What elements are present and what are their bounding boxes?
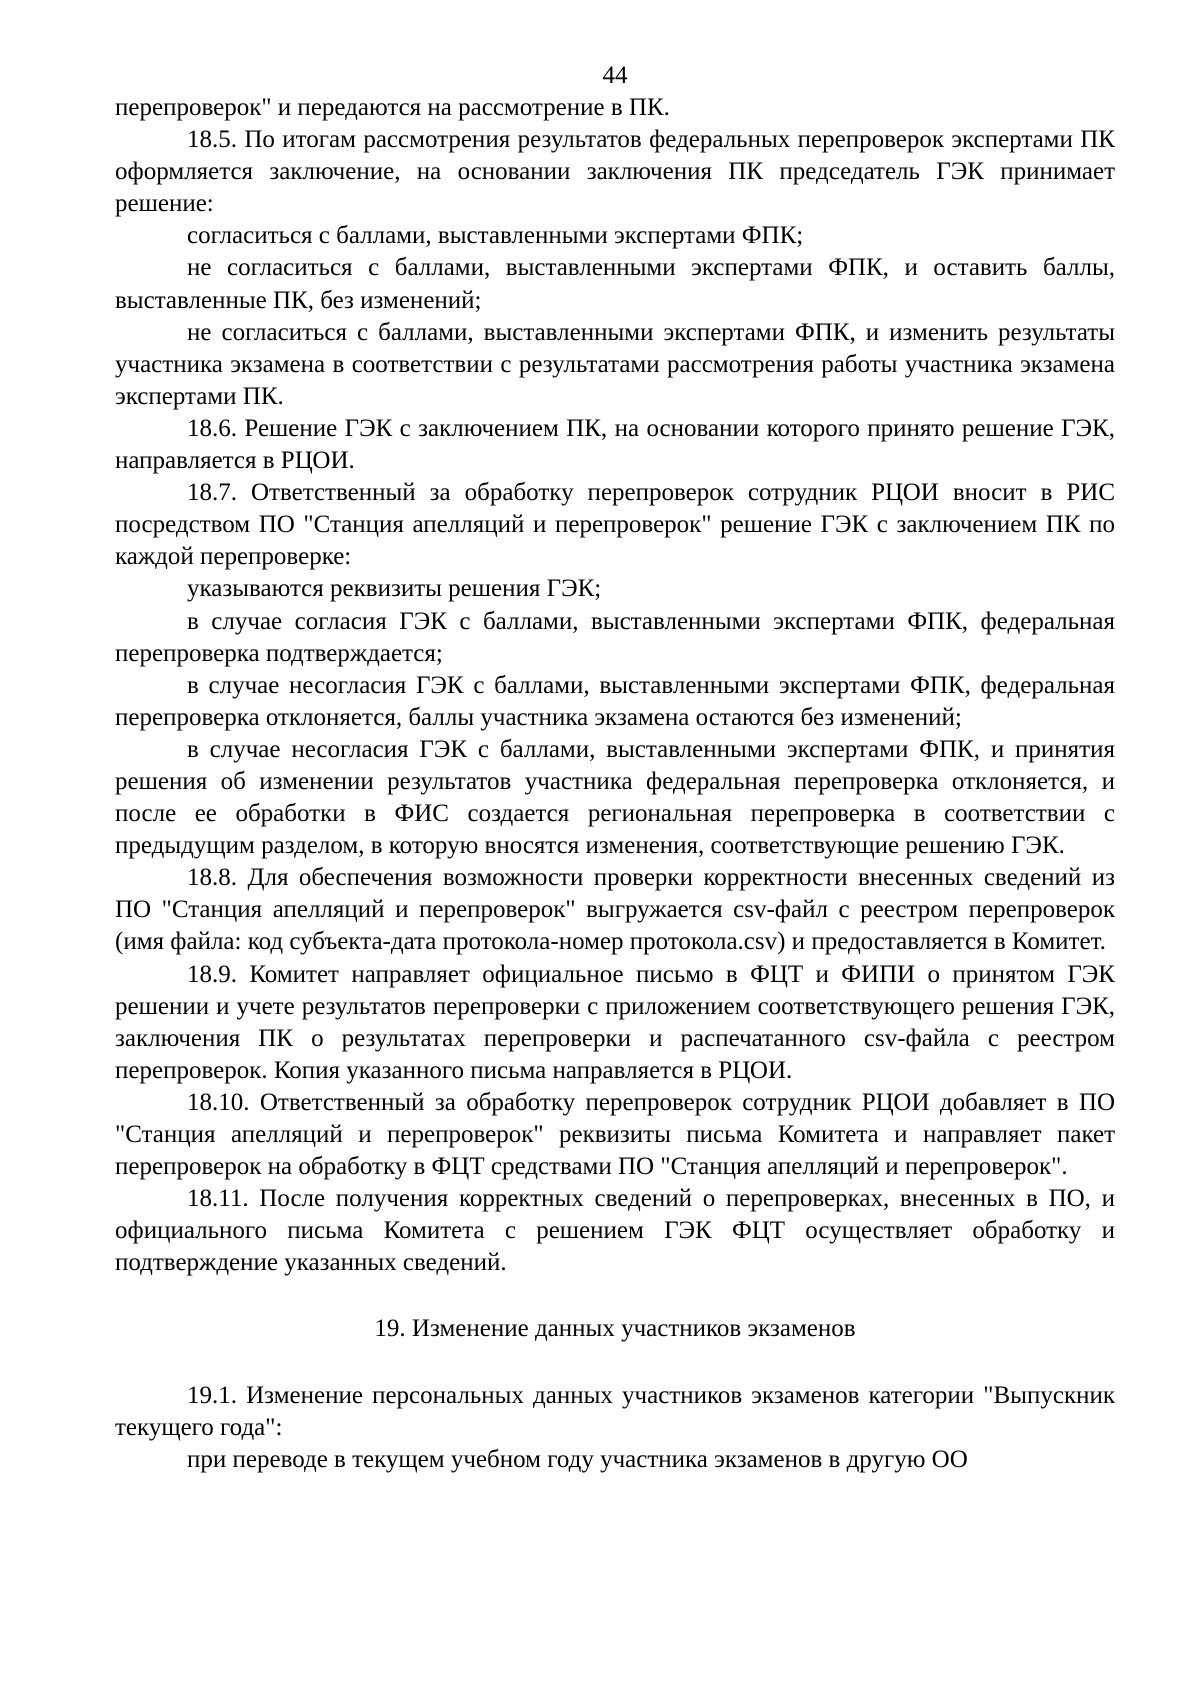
paragraph: указываются реквизиты решения ГЭК; [187,575,602,603]
paragraph: 18.11. После получения корректных сведений о перепроверках, внесенных в ПО, и официального письма Комитета с решением ГЭК ФЦТ осуществляет обработку и подтверждение указанных сведений. [115,1185,1115,1277]
page-number: 44 [602,62,628,89]
paragraphs-after [115,1380,1115,1476]
paragraph: 18.7. Ответственный за обработку перепроверок сотрудник РЦОИ вносит в РИС посредством ПО "Станция апелляций и перепроверок" решение ГЭК с заключением ПК по каждой перепроверке: [115,479,1115,571]
paragraph: 18.6. Решение ГЭК с заключением ПК, на основании которого принято решение ГЭК, направляется в РЦОИ. [115,414,1115,475]
paragraph: перепроверок" и передаются на рассмотрение в ПК. [115,94,670,121]
paragraph: в случае согласия ГЭК с баллами, выставленными экспертами ФПК, федеральная перепроверка подтверждается; [115,607,1115,667]
paragraph: в случае несогласия ГЭК с баллами, выставленными экспертами ФПК, и принятия решения об изменении результатов участника федеральная перепроверка отклоняется, и после ее обработки в ФИС создается региональная перепроверка в соответствии с предыдущим разделом, в которую вносятся изменения, соответствующие решению ГЭК. [115,735,1115,860]
paragraph: при переводе в текущем учебном году участника экзаменов в другую ОО [187,1445,968,1473]
paragraph: 18.9. Комитет направляет официальное письмо в ФЦТ и ФИПИ о принятом ГЭК решении и учете результатов перепроверки с приложением соответствующего решения ГЭК, заключения ПК о результатах перепроверки и распечатанного csv-файла с реестром перепроверок. Копия указанного письма направляется в РЦОИ. [115,960,1115,1084]
paragraph: 18.5. По итогам рассмотрения результатов федеральных перепроверок экспертами ПК оформляется заключение, на основании заключения ПК председатель ГЭК принимает решение: [115,126,1115,218]
paragraph: в случае несогласия ГЭК с баллами, выставленными экспертами ФПК, федеральная перепроверка отклоняется, баллы участника экзамена остаются без изменений; [115,671,1115,731]
paragraph: 18.8. Для обеспечения возможности проверки корректности внесенных сведений из ПО "Станция апелляций и перепроверок" выгружается csv-файл с реестром перепроверок (имя файла: код субъекта-дата протокола-номер протокола.csv) и предоставляется в Комитет. [115,864,1115,956]
paragraphs-before [115,92,1115,1279]
paragraph: не согласиться с баллами, выставленными экспертами ФПК, и оставить баллы, выставленные ПК, без изменений; [115,254,1115,314]
document-page [115,60,1115,1476]
paragraph: 18.10. Ответственный за обработку перепроверок сотрудник РЦОИ добавляет в ПО "Станция апелляций и перепроверок" реквизиты письма Комитета и направляет пакет перепроверок на обработку в ФЦТ средствами ПО "Станция апелляций и перепроверок". [115,1088,1115,1181]
paragraph: согласиться с баллами, выставленными экспертами ФПК; [187,222,804,250]
section-heading: 19. Изменение данных участников экзаменов [374,1315,856,1343]
paragraph: не согласиться с баллами, выставленными экспертами ФПК, и изменить результаты участника экзамена в соответствии с результатами рассмотрения работы участника экзамена экспертами ПК. [115,318,1115,410]
paragraph: 19.1. Изменение персональных данных участников экзаменов категории "Выпускник текущего года": [115,1381,1115,1441]
